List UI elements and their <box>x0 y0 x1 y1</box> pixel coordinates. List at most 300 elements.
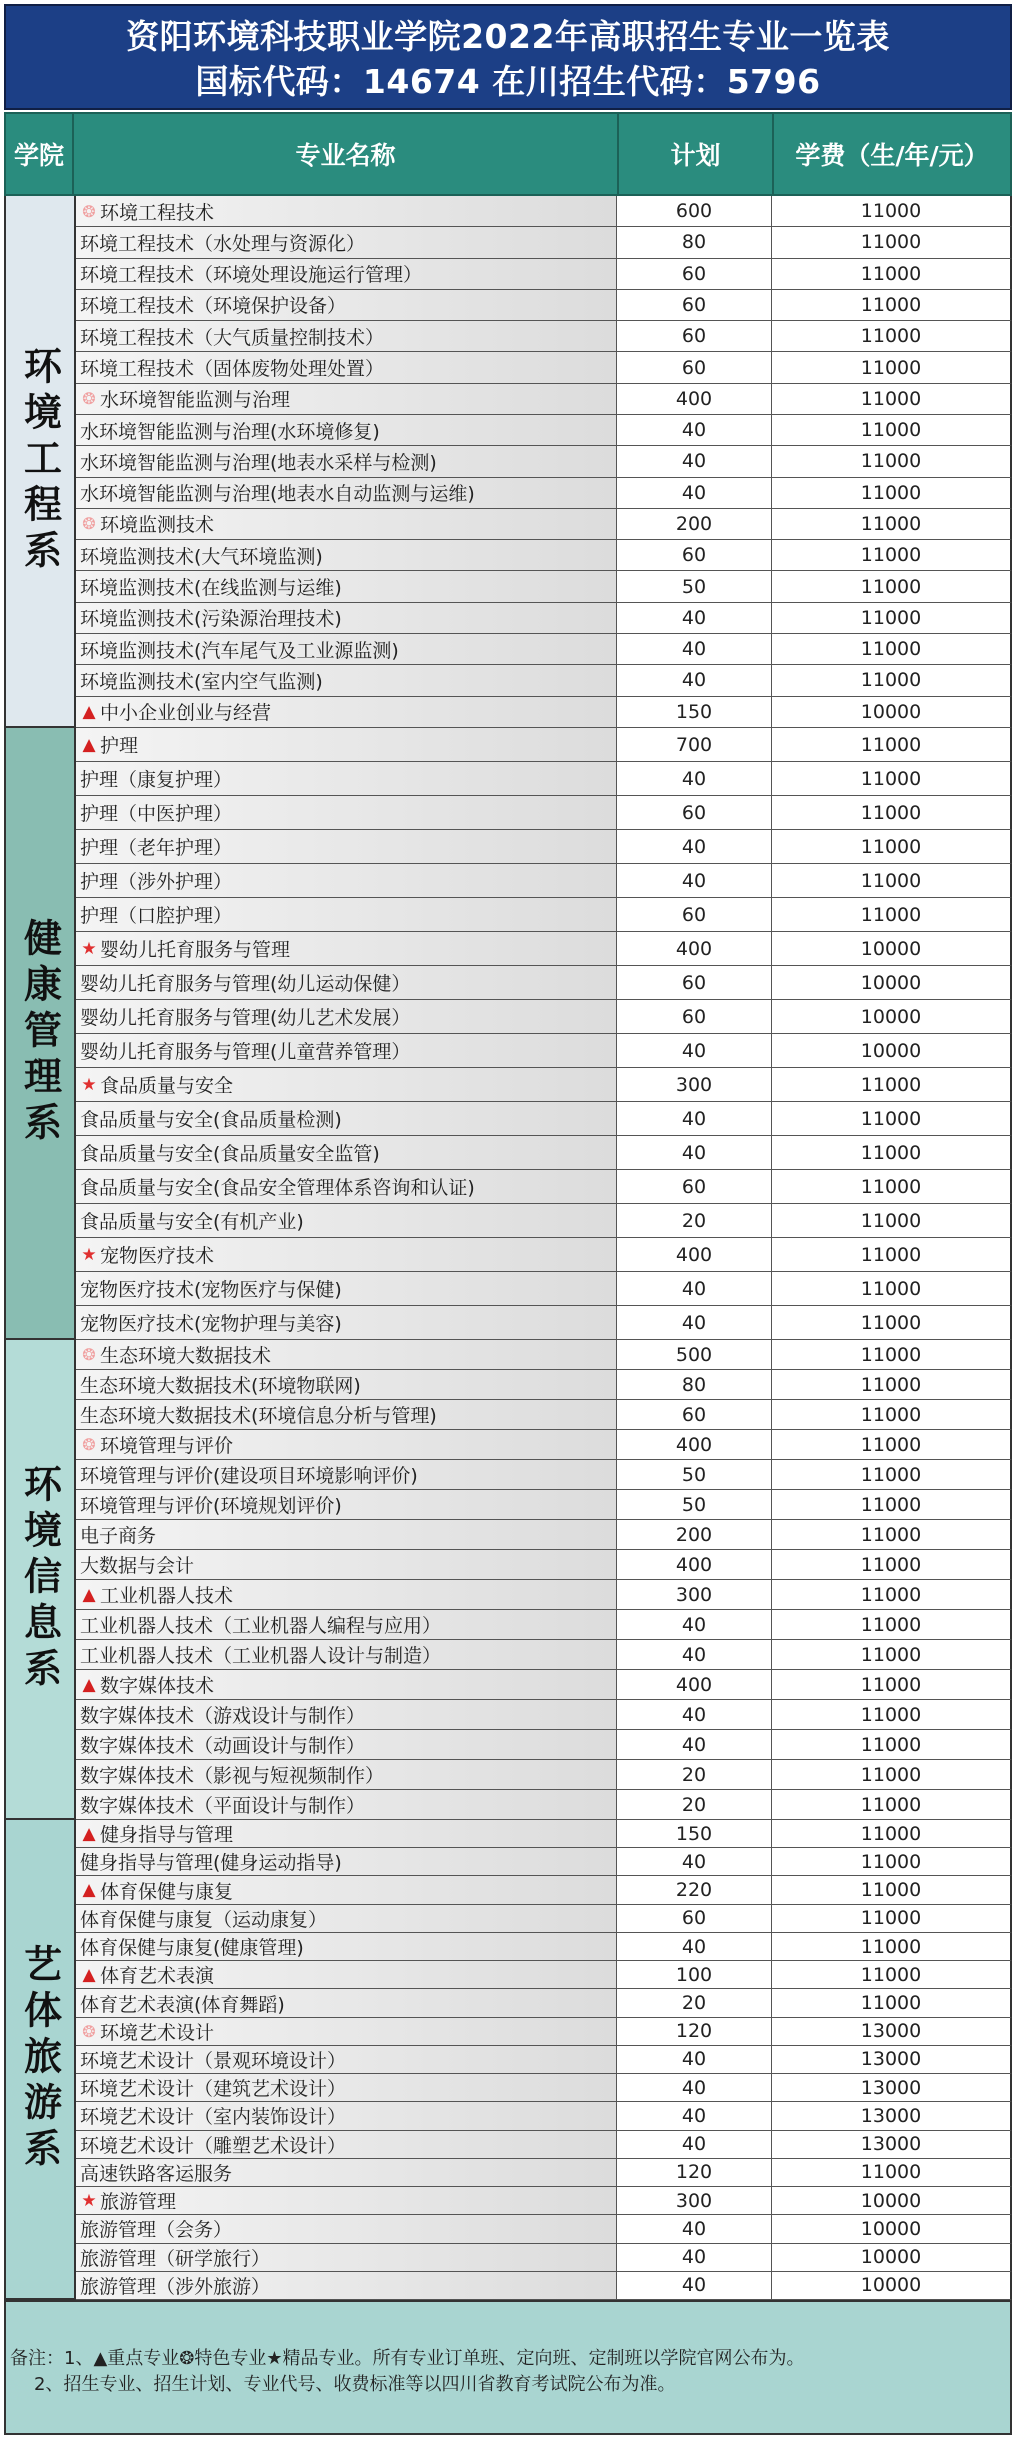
plan-cell: 40 <box>617 2131 772 2158</box>
major-name-cell <box>76 1306 617 1339</box>
feature-marker-icon: ❂ <box>82 514 96 534</box>
fee-cell: 11000 <box>772 1340 1010 1369</box>
table-row <box>76 1000 1012 1034</box>
plan-cell: 20 <box>617 1760 772 1789</box>
major-name: 环境工程技术 <box>100 201 215 224</box>
major-name: 生态环境大数据技术(环境物联网) <box>80 1375 361 1397</box>
plan-cell: 40 <box>617 2074 772 2101</box>
fee-cell: 11000 <box>772 1730 1010 1759</box>
fee-cell: 11000 <box>772 1610 1010 1639</box>
plan-cell: 40 <box>617 446 772 476</box>
plan-cell: 20 <box>617 1790 772 1819</box>
major-name-cell <box>76 1640 617 1669</box>
table-row <box>76 1610 1012 1640</box>
major-name: 旅游管理（研学旅行） <box>80 2247 271 2270</box>
major-name-cell <box>76 1961 617 1988</box>
major-name: 数字媒体技术 <box>100 1675 215 1697</box>
major-name: 环境监测技术(大气环境监测) <box>80 545 323 568</box>
major-name-cell <box>76 196 617 226</box>
table-row <box>76 2131 1012 2159</box>
major-name-cell <box>76 1170 617 1203</box>
fee-cell: 13000 <box>772 2102 1010 2129</box>
department-block <box>4 1340 1012 1820</box>
major-name: 环境管理与评价(环境规划评价) <box>80 1495 342 1517</box>
table-row <box>76 415 1012 446</box>
table-row <box>76 1490 1012 1520</box>
table-row <box>76 1520 1012 1550</box>
fee-cell: 11000 <box>772 1905 1010 1932</box>
major-name-cell <box>76 2159 617 2186</box>
table-body <box>4 196 1012 2300</box>
major-name: 健身指导与管理(健身运动指导) <box>80 1852 342 1875</box>
fee-cell: 10000 <box>772 1000 1010 1033</box>
major-name: 环境工程技术（固体废物处理处置） <box>80 358 385 381</box>
major-name-cell <box>76 728 617 761</box>
major-name: 护理（康复护理） <box>80 769 233 791</box>
table-row <box>76 384 1012 415</box>
table-row <box>76 796 1012 830</box>
table-row <box>76 1068 1012 1102</box>
major-name: 护理（中医护理） <box>80 803 233 825</box>
fee-cell: 11000 <box>772 728 1010 761</box>
table-row <box>76 196 1012 227</box>
fee-cell: 11000 <box>772 259 1010 289</box>
major-name: 电子商务 <box>80 1525 157 1547</box>
table-row <box>76 1204 1012 1238</box>
major-name-cell <box>76 1610 617 1639</box>
major-name-cell <box>76 352 617 382</box>
quality-marker-icon: ★ <box>81 2190 97 2211</box>
plan-cell: 40 <box>617 1700 772 1729</box>
major-name-cell <box>76 509 617 539</box>
header-fee: 学费（生/年/元） <box>795 141 989 170</box>
major-name-cell <box>76 1102 617 1135</box>
major-name: 环境艺术设计（建筑艺术设计） <box>80 2078 347 2101</box>
table-row <box>76 1370 1012 1400</box>
table-row <box>76 864 1012 898</box>
plan-cell: 20 <box>617 1204 772 1237</box>
department-name: 健康管理系 <box>4 728 76 1340</box>
major-name: 中小企业创业与经营 <box>100 702 272 725</box>
title-banner <box>4 4 1012 110</box>
major-name-cell <box>76 1848 617 1875</box>
fee-cell: 11000 <box>772 1580 1010 1609</box>
major-name-cell <box>76 1876 617 1903</box>
table-row <box>76 1238 1012 1272</box>
major-name-cell <box>76 227 617 257</box>
plan-cell: 40 <box>617 1136 772 1169</box>
table-row <box>76 2244 1012 2272</box>
fee-cell: 11000 <box>772 1460 1010 1489</box>
plan-cell: 200 <box>617 509 772 539</box>
plan-cell: 40 <box>617 1306 772 1339</box>
quality-marker-icon: ★ <box>81 1074 97 1095</box>
major-name-cell <box>76 1790 617 1819</box>
major-name: 数字媒体技术（动画设计与制作） <box>80 1735 366 1757</box>
fee-cell: 11000 <box>772 1933 1010 1960</box>
fee-cell: 11000 <box>772 1068 1010 1101</box>
major-name-cell <box>76 2215 617 2242</box>
major-name: 水环境智能监测与治理 <box>100 389 291 412</box>
plan-cell: 60 <box>617 352 772 382</box>
fee-cell: 11000 <box>772 1848 1010 1875</box>
major-name: 环境艺术设计 <box>100 2021 215 2044</box>
department-block <box>4 196 1012 728</box>
major-name-cell <box>76 1670 617 1699</box>
fee-cell: 13000 <box>772 2046 1010 2073</box>
major-name: 旅游管理（涉外旅游） <box>80 2275 271 2298</box>
major-name: 环境监测技术(污染源治理技术) <box>80 608 342 631</box>
plan-cell: 60 <box>617 898 772 931</box>
fee-cell: 11000 <box>772 898 1010 931</box>
plan-cell: 80 <box>617 227 772 257</box>
major-name: 环境艺术设计（雕塑艺术设计） <box>80 2134 347 2157</box>
table-row <box>76 932 1012 966</box>
major-name-cell <box>76 1340 617 1369</box>
fee-cell: 10000 <box>772 697 1010 727</box>
plan-cell: 40 <box>617 665 772 695</box>
plan-cell: 60 <box>617 966 772 999</box>
major-name: 环境管理与评价(建设项目环境影响评价) <box>80 1465 418 1487</box>
plan-cell: 40 <box>617 762 772 795</box>
plan-cell: 40 <box>617 478 772 508</box>
key-marker-icon: ▲ <box>82 1674 96 1695</box>
fee-cell: 11000 <box>772 1370 1010 1399</box>
page-subtitle: 国标代码：14674 在川招生代码：5796 <box>195 62 821 101</box>
major-name: 生态环境大数据技术 <box>100 1345 272 1367</box>
major-name: 环境工程技术（水处理与资源化） <box>80 232 366 255</box>
plan-cell: 120 <box>617 2159 772 2186</box>
fee-cell: 11000 <box>772 384 1010 414</box>
department-name: 艺体旅游系 <box>4 1820 76 2300</box>
department-name: 环境工程系 <box>4 196 76 728</box>
plan-cell: 80 <box>617 1370 772 1399</box>
major-name: 环境监测技术(在线监测与运维) <box>80 577 342 600</box>
major-name: 生态环境大数据技术(环境信息分析与管理) <box>80 1405 437 1427</box>
plan-cell: 40 <box>617 1610 772 1639</box>
plan-cell: 40 <box>617 864 772 897</box>
major-name: 食品质量与安全(食品安全管理体系咨询和认证) <box>80 1177 475 1199</box>
major-name: 护理（涉外护理） <box>80 871 233 893</box>
table-row <box>76 1760 1012 1790</box>
key-marker-icon: ▲ <box>82 701 96 722</box>
major-name-cell <box>76 898 617 931</box>
major-name-cell <box>76 1820 617 1847</box>
plan-cell: 40 <box>617 1730 772 1759</box>
fee-cell: 10000 <box>772 932 1010 965</box>
plan-cell: 220 <box>617 1876 772 1903</box>
fee-cell: 11000 <box>772 1204 1010 1237</box>
plan-cell: 40 <box>617 2215 772 2242</box>
major-name: 宠物医疗技术 <box>100 1245 215 1267</box>
table-row <box>76 571 1012 602</box>
major-name: 旅游管理 <box>100 2191 177 2214</box>
plan-cell: 40 <box>617 830 772 863</box>
fee-cell: 11000 <box>772 1989 1010 2016</box>
table-row <box>76 1102 1012 1136</box>
key-marker-icon: ▲ <box>82 1964 96 1985</box>
plan-cell: 40 <box>617 2046 772 2073</box>
major-name-cell <box>76 2074 617 2101</box>
fee-cell: 11000 <box>772 478 1010 508</box>
major-name: 婴幼儿托育服务与管理(幼儿艺术发展） <box>80 1007 411 1029</box>
plan-cell: 400 <box>617 1430 772 1459</box>
major-name: 环境管理与评价 <box>100 1435 234 1457</box>
major-name-cell <box>76 603 617 633</box>
major-name: 环境艺术设计（室内装饰设计） <box>80 2106 347 2129</box>
table-row <box>76 2018 1012 2046</box>
table-row <box>76 2215 1012 2243</box>
fee-cell: 11000 <box>772 1170 1010 1203</box>
major-name-cell <box>76 1238 617 1271</box>
fee-cell: 13000 <box>772 2131 1010 2158</box>
table-row <box>76 1034 1012 1068</box>
major-name-cell <box>76 1034 617 1067</box>
plan-cell: 50 <box>617 571 772 601</box>
table-row <box>76 1905 1012 1933</box>
table-row <box>76 1933 1012 1961</box>
plan-cell: 40 <box>617 1933 772 1960</box>
major-name-cell <box>76 2244 617 2271</box>
table-row <box>76 1550 1012 1580</box>
major-name: 婴幼儿托育服务与管理(幼儿运动保健） <box>80 973 411 995</box>
header-name: 专业名称 <box>74 114 619 194</box>
major-name: 护理 <box>100 735 139 757</box>
table-row <box>76 966 1012 1000</box>
major-name: 工业机器人技术 <box>100 1585 234 1607</box>
plan-cell: 60 <box>617 796 772 829</box>
header-plan: 计划 <box>619 114 774 194</box>
fee-cell: 11000 <box>772 1876 1010 1903</box>
department-block <box>4 1820 1012 2300</box>
fee-cell: 11000 <box>772 1550 1010 1579</box>
fee-cell: 11000 <box>772 864 1010 897</box>
major-name: 食品质量与安全(有机产业) <box>80 1211 304 1233</box>
plan-cell: 400 <box>617 932 772 965</box>
table-header <box>4 112 1012 196</box>
major-name: 食品质量与安全(食品质量检测) <box>80 1109 342 1131</box>
fee-cell: 11000 <box>772 1820 1010 1847</box>
plan-cell: 500 <box>617 1340 772 1369</box>
plan-cell: 50 <box>617 1460 772 1489</box>
major-name: 环境监测技术(室内空气监测) <box>80 670 323 693</box>
table-row <box>76 2074 1012 2102</box>
table-row <box>76 898 1012 932</box>
major-name-cell <box>76 1989 617 2016</box>
major-name-cell <box>76 1400 617 1429</box>
table-row <box>76 1670 1012 1700</box>
table-row <box>76 1989 1012 2017</box>
major-name: 体育保健与康复 <box>100 1880 234 1903</box>
major-name-cell <box>76 540 617 570</box>
table-row <box>76 1460 1012 1490</box>
key-marker-icon: ▲ <box>82 734 96 755</box>
major-name: 体育保健与康复（运动康复） <box>80 1908 328 1931</box>
quality-marker-icon: ★ <box>81 938 97 959</box>
footer-note-2: 2、招生专业、招生计划、专业代号、收费标准等以四川省教育考试院公布为准。 <box>34 2374 676 2395</box>
table-row <box>76 1400 1012 1430</box>
plan-cell: 400 <box>617 1670 772 1699</box>
footer-note-1: 备注：1、▲重点专业❂特色专业★精品专业。所有专业订单班、定向班、定制班以学院官网公布为。 <box>10 2348 805 2369</box>
fee-cell: 10000 <box>772 966 1010 999</box>
table-row <box>76 290 1012 321</box>
major-name-cell <box>76 2131 617 2158</box>
major-name: 高速铁路客运服务 <box>80 2162 233 2185</box>
major-name-cell <box>76 384 617 414</box>
fee-cell: 11000 <box>772 1700 1010 1729</box>
plan-cell: 60 <box>617 1400 772 1429</box>
fee-cell: 10000 <box>772 2272 1010 2299</box>
fee-cell: 11000 <box>772 762 1010 795</box>
key-marker-icon: ▲ <box>82 1880 96 1901</box>
plan-cell: 400 <box>617 384 772 414</box>
table-row <box>76 1730 1012 1760</box>
plan-cell: 60 <box>617 540 772 570</box>
plan-cell: 60 <box>617 1905 772 1932</box>
major-name-cell <box>76 290 617 320</box>
major-name-cell <box>76 1730 617 1759</box>
major-name-cell <box>76 1068 617 1101</box>
table-row <box>76 352 1012 383</box>
major-name-cell <box>76 1550 617 1579</box>
major-name-cell <box>76 1520 617 1549</box>
fee-cell: 11000 <box>772 509 1010 539</box>
plan-cell: 60 <box>617 321 772 351</box>
table-row <box>76 509 1012 540</box>
feature-marker-icon: ❂ <box>82 389 96 409</box>
fee-cell: 11000 <box>772 1430 1010 1459</box>
major-name: 数字媒体技术（影视与短视频制作） <box>80 1765 385 1787</box>
plan-cell: 40 <box>617 1848 772 1875</box>
fee-cell: 10000 <box>772 2215 1010 2242</box>
major-name-cell <box>76 259 617 289</box>
department-name: 环境信息系 <box>4 1340 76 1820</box>
plan-cell: 40 <box>617 2272 772 2299</box>
table-row <box>76 1136 1012 1170</box>
major-name-cell <box>76 796 617 829</box>
plan-cell: 40 <box>617 415 772 445</box>
fee-cell: 11000 <box>772 227 1010 257</box>
fee-cell: 11000 <box>772 321 1010 351</box>
table-row <box>76 1272 1012 1306</box>
major-name: 工业机器人技术（工业机器人设计与制造） <box>80 1645 442 1667</box>
major-name: 水环境智能监测与治理(地表水自动监测与运维) <box>80 483 475 506</box>
plan-cell: 40 <box>617 1272 772 1305</box>
plan-cell: 40 <box>617 1640 772 1669</box>
table-row <box>76 1876 1012 1904</box>
plan-cell: 60 <box>617 1170 772 1203</box>
plan-cell: 600 <box>617 196 772 226</box>
major-name: 大数据与会计 <box>80 1555 195 1577</box>
major-name: 宠物医疗技术(宠物护理与美容) <box>80 1313 342 1335</box>
major-name-cell <box>76 446 617 476</box>
fee-cell: 11000 <box>772 665 1010 695</box>
major-name-cell <box>76 1490 617 1519</box>
major-name-cell <box>76 1760 617 1789</box>
major-name-cell <box>76 478 617 508</box>
table-row <box>76 603 1012 634</box>
table-row <box>76 1961 1012 1989</box>
major-name: 护理（老年护理） <box>80 837 233 859</box>
major-name-cell <box>76 1933 617 1960</box>
table-row <box>76 830 1012 864</box>
fee-cell: 11000 <box>772 2159 1010 2186</box>
plan-cell: 40 <box>617 2102 772 2129</box>
plan-cell: 400 <box>617 1550 772 1579</box>
key-marker-icon: ▲ <box>82 1823 96 1844</box>
page-title: 资阳环境科技职业学院2022年高职招生专业一览表 <box>126 17 890 56</box>
major-name-cell <box>76 864 617 897</box>
fee-cell: 11000 <box>772 1272 1010 1305</box>
major-name-cell <box>76 1905 617 1932</box>
table-row <box>76 2272 1012 2300</box>
fee-cell: 11000 <box>772 1102 1010 1135</box>
major-name: 环境工程技术（环境保护设备） <box>80 295 347 318</box>
plan-cell: 40 <box>617 1034 772 1067</box>
major-name-cell <box>76 1370 617 1399</box>
major-name: 健身指导与管理 <box>100 1824 234 1847</box>
fee-cell: 13000 <box>772 2018 1010 2045</box>
major-name: 环境监测技术(汽车尾气及工业源监测) <box>80 639 399 662</box>
major-name: 环境监测技术 <box>100 514 215 537</box>
fee-cell: 11000 <box>772 1136 1010 1169</box>
major-name: 旅游管理（会务） <box>80 2219 233 2242</box>
feature-marker-icon: ❂ <box>82 1435 96 1454</box>
table-row <box>76 2046 1012 2074</box>
fee-cell: 11000 <box>772 446 1010 476</box>
table-row <box>76 1580 1012 1610</box>
plan-cell: 200 <box>617 1520 772 1549</box>
major-name-cell <box>76 1700 617 1729</box>
major-name: 工业机器人技术（工业机器人编程与应用） <box>80 1615 442 1637</box>
fee-cell: 11000 <box>772 1490 1010 1519</box>
key-marker-icon: ▲ <box>82 1584 96 1605</box>
major-name: 体育保健与康复(健康管理) <box>80 1937 304 1960</box>
major-name-cell <box>76 762 617 795</box>
major-name: 环境艺术设计（景观环境设计） <box>80 2049 347 2072</box>
table-row <box>76 1790 1012 1820</box>
major-name-cell <box>76 1580 617 1609</box>
plan-cell: 40 <box>617 634 772 664</box>
major-name-cell <box>76 830 617 863</box>
table-row <box>76 634 1012 665</box>
feature-marker-icon: ❂ <box>82 1345 96 1364</box>
fee-cell: 11000 <box>772 352 1010 382</box>
plan-cell: 300 <box>617 1068 772 1101</box>
table-row <box>76 1848 1012 1876</box>
major-name: 食品质量与安全(食品质量安全监管) <box>80 1143 380 1165</box>
major-name: 环境工程技术（环境处理设施运行管理） <box>80 264 423 287</box>
fee-cell: 11000 <box>772 1961 1010 1988</box>
major-name-cell <box>76 634 617 664</box>
quality-marker-icon: ★ <box>81 1244 97 1265</box>
table-row <box>76 227 1012 258</box>
major-name-cell <box>76 966 617 999</box>
fee-cell: 11000 <box>772 830 1010 863</box>
plan-cell: 60 <box>617 290 772 320</box>
table-row <box>76 728 1012 762</box>
department-block <box>4 728 1012 1340</box>
major-name: 食品质量与安全 <box>100 1075 234 1097</box>
plan-cell: 150 <box>617 697 772 727</box>
plan-cell: 300 <box>617 2187 772 2214</box>
fee-cell: 11000 <box>772 415 1010 445</box>
major-name-cell <box>76 2102 617 2129</box>
header-dept: 学院 <box>6 114 74 194</box>
fee-cell: 11000 <box>772 1306 1010 1339</box>
fee-cell: 11000 <box>772 290 1010 320</box>
footer-notes <box>4 2300 1012 2435</box>
